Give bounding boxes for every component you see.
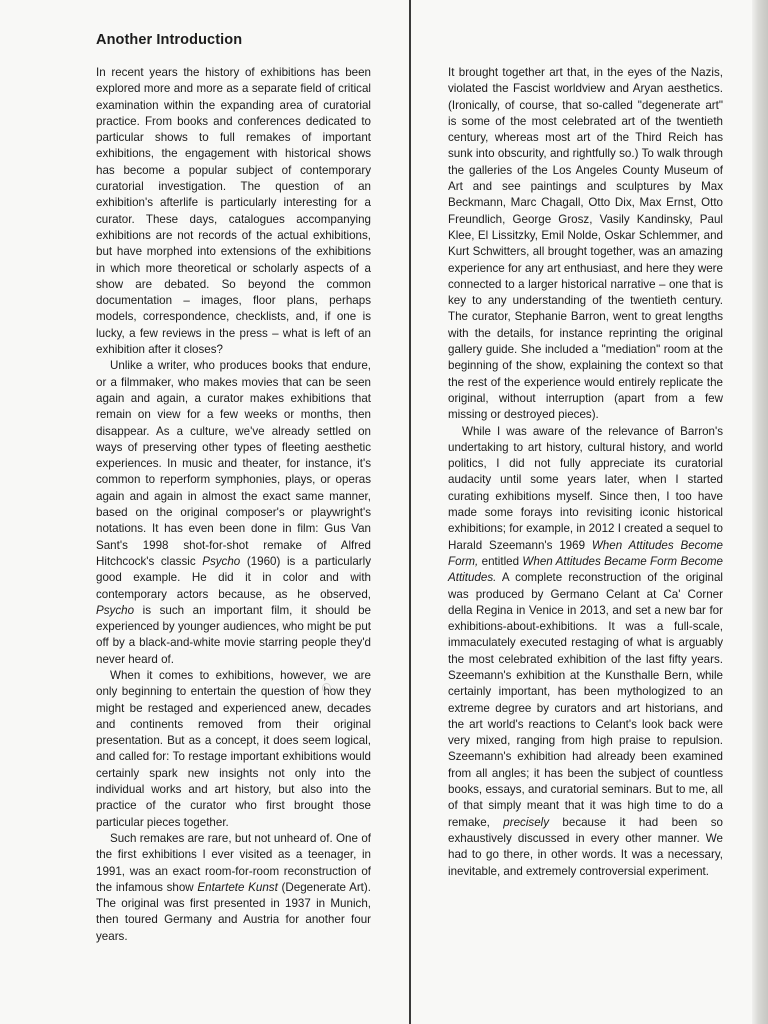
exhibition-title: When Attitudes Became Form Become Attitudes.: [448, 554, 724, 585]
emphasis: precisely: [503, 815, 550, 829]
exhibition-title: When Attitudes Become Form,: [448, 538, 724, 568]
paragraph: While I was aware of the relevance of Barron's undertaking to art history, cultural history, and world politics, I did not fully appreciate its curatorial audacity until some years later, when I started curating exhibitions myself. Since then, I too have made some forays into revisiting iconic historical exhibitions; for example, in 2012 I created a sequel to Harald Szeemann's 1969 When Attitudes Become Form, entitled When Attitudes Became Form Become Attitudes. A complete reconstruction of the original was produced by Germano Celant at Ca' Corner della Regina in Venice in 2013, and set a new bar for exhibitions-about-exhibitions. It was a full-scale, immaculately executed restaging of what is arguably the most celebrated exhibition of the last fifty years. Szeemann's exhibition at the Kunsthalle Bern, while certainly important, has been mythologized to an extreme degree by curators and art historians, and the art world's reactions to Celant's look back were very mixed, ranging from high praise to repulsion. Szeemann's exhibition had already been examined from all angles; it has been the subject of countless books, essays, and curatorial seminars. But to me, all of that simply meant that it was high time to do a remake, precisely because it had been so exhaustively discussed in every other manner. We had to go there, in other words. It was a necessary, inevitable, and extremely controversial experiment.: [448, 424, 724, 878]
page-smudge: [322, 683, 331, 693]
paragraph: It brought together art that, in the eyes of the Nazis, violated the Fascist worldview and Aryan aesthetics. (Ironically, of course, that so-called "degenerate art" is some of the most celebrated art of the twentieth century, whereas most art of the Third Reich has sunk into obscurity, and rightfully so.) To walk through the galleries of the Los Angeles County Museum of Art and see paintings and sculptures by Max Beckmann, Marc Chagall, Otto Dix, Max Ernst, Otto Freundlich, George Grosz, Vasily Kandinsky, Paul Klee, El Lissitzky, Emil Nolde, Oskar Schlemmer, and Kurt Schwitters, all brought together, was an amazing experience for any art enthusiast, and here they were connected to a larger historical narrative – one that is key to any understanding of the twentieth century. The curator, Stephanie Barron, went to great lengths with the details, for instance reprinting the original gallery guide. She included a "mediation" room at the beginning of the show, explaining the context so that the rest of the experience would entirely replicate the original, without interruption (apart from a few missing or destroyed pieces).: [448, 66, 723, 422]
film-title: Psycho: [96, 603, 135, 617]
film-title: Psycho: [202, 554, 241, 568]
left-text-column: [96, 65, 371, 945]
paragraph: When it comes to exhibitions, however, we are only beginning to entertain the question of how they might be restaged and experienced anew, decades and continents removed from their original presentation. But as a concept, it does seem logical, and called for: To restage important exhibitions would certainly spark new insights not only into the individual works and art history, but also into the practice of the curator who first brought those particular pieces together.: [96, 668, 371, 829]
chapter-heading: Another Introduction: [96, 32, 243, 48]
paragraph: In recent years the history of exhibitions has been explored more and more as a separate field of critical examination within the expanding area of curatorial practice. From books and conferences dedicated to particular shows to full remakes of important exhibitions, the engagement with historical shows has become a popular subject of contemporary curatorial investigation. The question of an exhibition's afterlife is particularly interesting for a curator. These days, catalogues accompanying exhibitions are not records of the actual exhibitions, but have morphed into extensions of the exhibitions in which more theoretical or scholarly aspects of a show are debated. So beyond the common documentation – images, floor plans, perhaps models, correspondence, checklists, and, if one is lucky, a few reviews in the press – what is left of an exhibition after it closes?: [96, 66, 371, 357]
page-edge-shadow: [752, 0, 768, 1024]
page-gutter: [409, 0, 411, 1024]
paragraph: Such remakes are rare, but not unheard of. One of the first exhibitions I ever visited as a teenager, in 1991, was an exact room-for-room reconstruction of the infamous show Entartete Kunst (Degenerate Art). The original was first presented in 1937 in Munich, then toured Germany and Austria for another four years.: [96, 831, 371, 943]
paragraph: Unlike a writer, who produces books that endure, or a filmmaker, who makes movies that can be seen again and again, a curator makes exhibitions that remain on view for a few weeks or months, then disappear. As a culture, we've already settled on ways of preserving other types of fleeting aesthetic experiences. In music and theater, for instance, it's common to reperform symphonies, plays, or operas again and again in almost the exact same manner, based on the original composer's or playwright's notations. It has even been done in film: Gus Van Sant's 1998 shot-for-shot remake of Alfred Hitchcock's classic Psycho (1960) is a particularly good example. He did it in color and with contemporary actors because, as he observed, Psycho is such an important film, it should be experienced by younger audiences, who might be put off by a black-and-white movie starring people they'd never heard of.: [96, 359, 371, 666]
right-text-column: [448, 65, 723, 880]
exhibition-title: Entartete Kunst: [197, 880, 278, 894]
